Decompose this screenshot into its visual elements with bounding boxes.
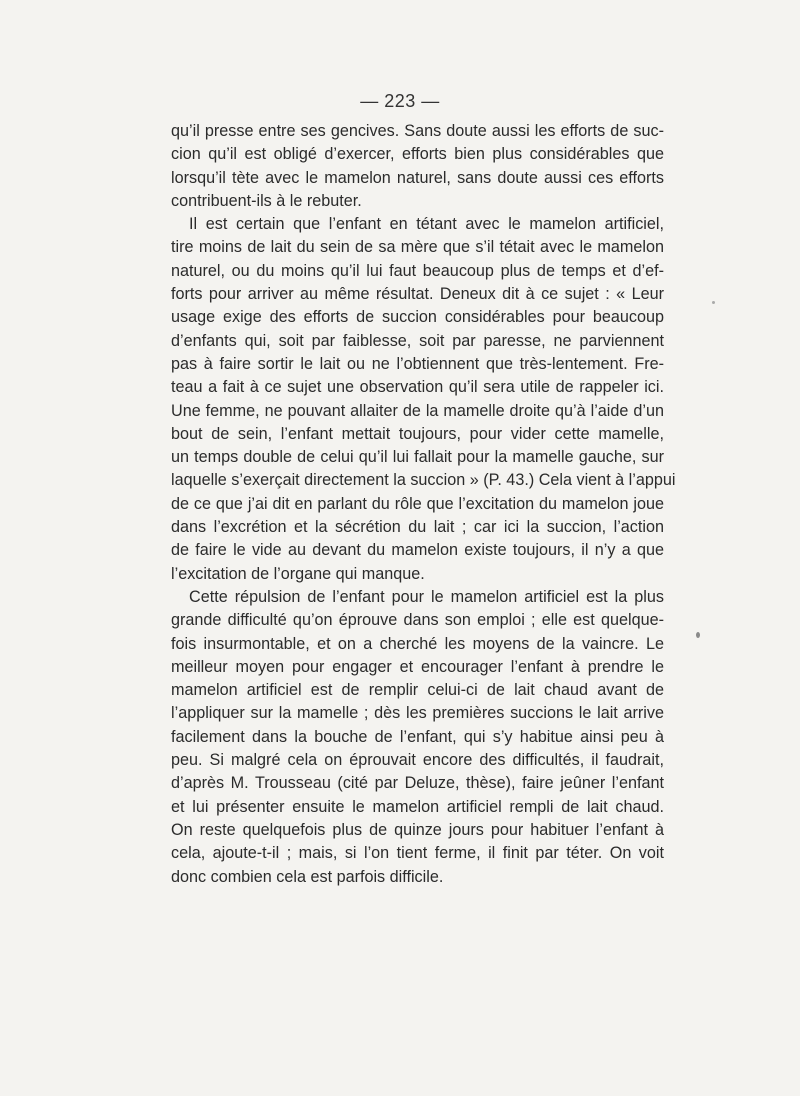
text-line: On reste quelquefois plus de quinze jours pour habituer l’enfant à: [171, 820, 664, 839]
text-line: mamelon artificiel est de remplir celui-ci de lait chaud avant de: [171, 681, 664, 700]
text-line: un temps double de celui qu’il lui fallait pour la mamelle gauche, sur: [171, 448, 664, 467]
text-line: naturel, ou du moins qu’il lui faut beaucoup plus de temps et d’ef-: [171, 261, 664, 280]
text-line: Il est certain que l’enfant en tétant avec le mamelon artificiel,: [189, 215, 664, 234]
text-line: de ce que j’ai dit en parlant du rôle que l’excitation du mamelon joue: [171, 494, 664, 513]
text-line: cela, ajoute-t-il ; mais, si l’on tient ferme, il finit par téter. On voit: [171, 844, 664, 863]
text-line: qu’il presse entre ses gencives. Sans doute aussi les efforts de suc-: [171, 122, 664, 140]
text-line: peu. Si malgré cela on éprouvait encore des difficultés, il faudrait,: [171, 751, 664, 770]
text-line: et lui présenter ensuite le mamelon artificiel rempli de lait chaud.: [171, 797, 664, 816]
text-line: bout de sein, l’enfant mettait toujours, pour vider cette mamelle,: [171, 424, 664, 443]
text-line: donc combien cela est parfois difficile.: [171, 867, 444, 886]
text-line: de faire le vide au devant du mamelon existe toujours, il n’y a que: [171, 541, 664, 560]
text-line: teau a fait à ce sujet une observation qu’il sera utile de rappeler ici.: [171, 378, 664, 397]
body-text: [171, 120, 676, 889]
text-line: d’enfants qui, soit par faiblesse, soit par paresse, ne parviennent: [171, 331, 664, 350]
text-line: contribuent-ils à le rebuter.: [171, 191, 362, 210]
text-line: tire moins de lait du sein de sa mère que s’il tétait avec le mamelon: [171, 238, 664, 257]
text-line: cion qu’il est obligé d’exercer, efforts bien plus considérables que: [171, 145, 664, 164]
text-line: forts pour arriver au même résultat. Deneux dit à ce sujet : « Leur: [171, 285, 664, 304]
page-number: — 223 —: [360, 91, 440, 111]
text-line: dans l’excrétion et la sécrétion du lait ; car ici la succion, l’action: [171, 518, 664, 537]
paper-speck: [712, 301, 715, 304]
text-line: Une femme, ne pouvant allaiter de la mamelle droite qu’à l’aide d’un: [171, 401, 664, 420]
text-line: l’excitation de l’organe qui manque.: [171, 564, 425, 583]
text-line: lorsqu’il tète avec le mamelon naturel, sans doute aussi ces efforts: [171, 168, 664, 187]
text-line: Cette répulsion de l’enfant pour le mamelon artificiel est la plus: [189, 587, 664, 606]
text-line: d’après M. Trousseau (cité par Deluze, thèse), faire jeûner l’enfant: [171, 774, 664, 793]
text-line: grande difficulté qu’on éprouve dans son emploi ; elle est quelque-: [171, 611, 664, 630]
paper-speck: [696, 632, 700, 638]
text-line: laquelle s’exerçait directement la succion » (P. 43.) Cela vient à l’appui: [171, 471, 676, 490]
text-line: meilleur moyen pour engager et encourager l’enfant à prendre le: [171, 657, 664, 676]
text-line: fois insurmontable, et on a cherché les moyens de la vaincre. Le: [171, 634, 664, 653]
text-line: usage exige des efforts de succion considérables pour beaucoup: [171, 308, 664, 327]
text-line: facilement dans la bouche de l’enfant, qui s’y habitue ainsi peu à: [171, 727, 664, 746]
text-line: pas à faire sortir le lait ou ne l’obtiennent que très-lentement. Fre-: [171, 354, 664, 373]
text-line: l’appliquer sur la mamelle ; dès les premières succions le lait arrive: [171, 704, 664, 723]
